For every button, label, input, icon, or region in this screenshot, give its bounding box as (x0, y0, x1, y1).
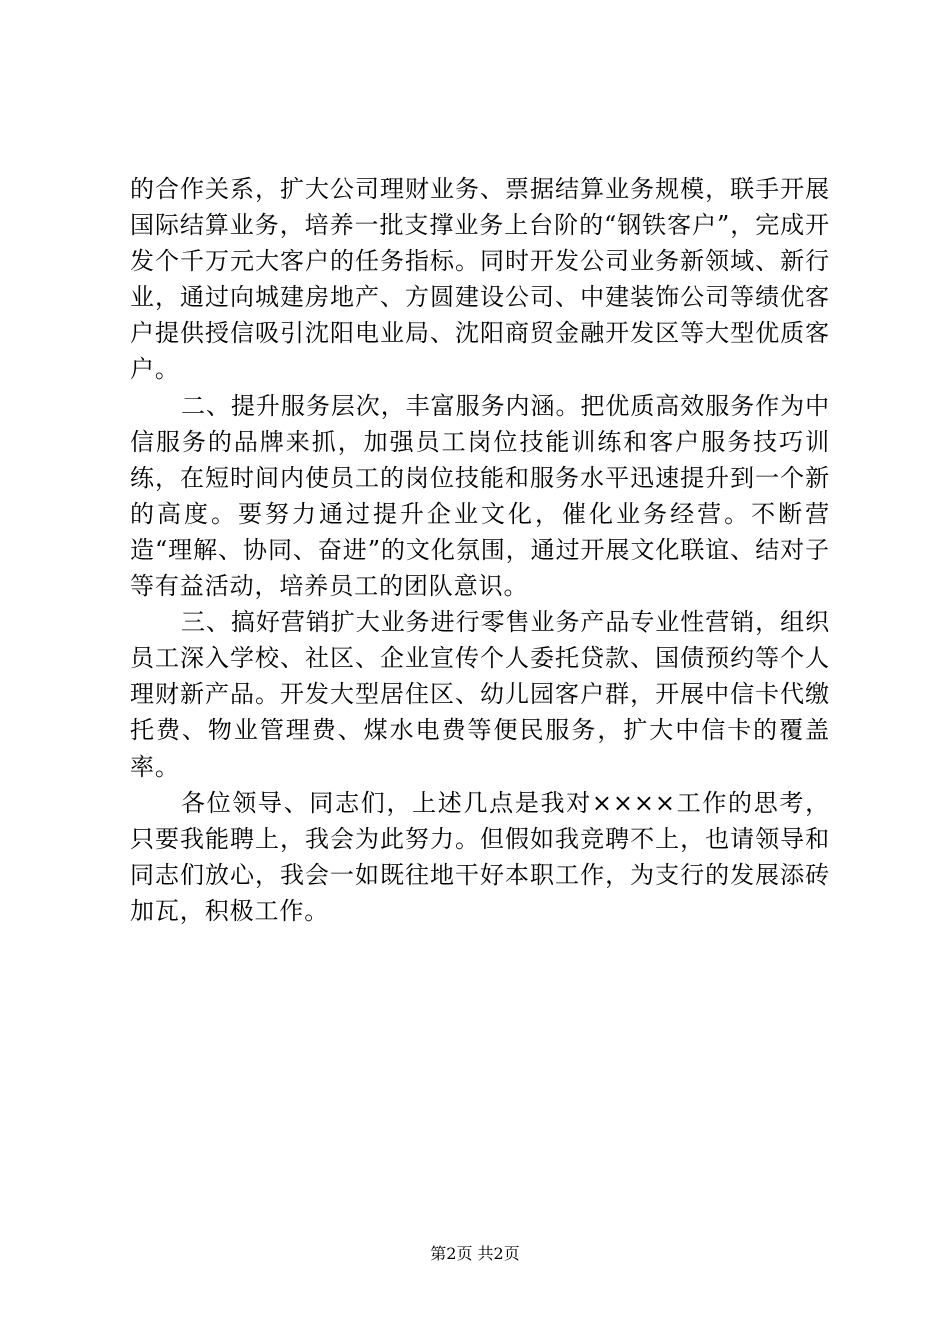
document-body (130, 171, 830, 929)
paragraph-2: 二、提升服务层次，丰富服务内涵。把优质高效服务作为中信服务的品牌来抓，加强员工岗位技能训练和客户服务技巧训练，在短时间内使员工的岗位技能和服务水平迅速提升到一个新的高度。要努力通过提升企业文化，催化业务经营。不断营造“理解、协同、奋进”的文化氛围，通过开展文化联谊、结对子等有益活动，培养员工的团队意识。 (130, 391, 830, 601)
page-number-footer: 第2页 共2页 (430, 1244, 520, 1263)
paragraph-4: 各位领导、同志们，上述几点是我对××××工作的思考，只要我能聘上，我会为此努力。但假如我竞聘不上，也请领导和同志们放心，我会一如既往地干好本职工作，为支行的发展添砖加瓦，积极工作。 (130, 788, 830, 925)
paragraph-1: 的合作关系，扩大公司理财业务、票据结算业务规模，联手开展国际结算业务，培养一批支撑业务上台阶的“钢铁客户”，完成开发个千万元大客户的任务指标。同时开发公司业务新领域、新行业，通过向城建房地产、方圆建设公司、中建装饰公司等绩优客户提供授信吸引沈阳电业局、沈阳商贸金融开发区等大型优质客户。 (130, 175, 830, 384)
paragraph-3: 三、搞好营销扩大业务进行零售业务产品专业性营销，组织员工深入学校、社区、企业宣传个人委托贷款、国债预约等个人理财新产品。开发大型居住区、幼儿园客户群，开展中信卡代缴托费、物业管理费、煤水电费等便民服务，扩大中信卡的覆盖率。 (130, 608, 830, 781)
